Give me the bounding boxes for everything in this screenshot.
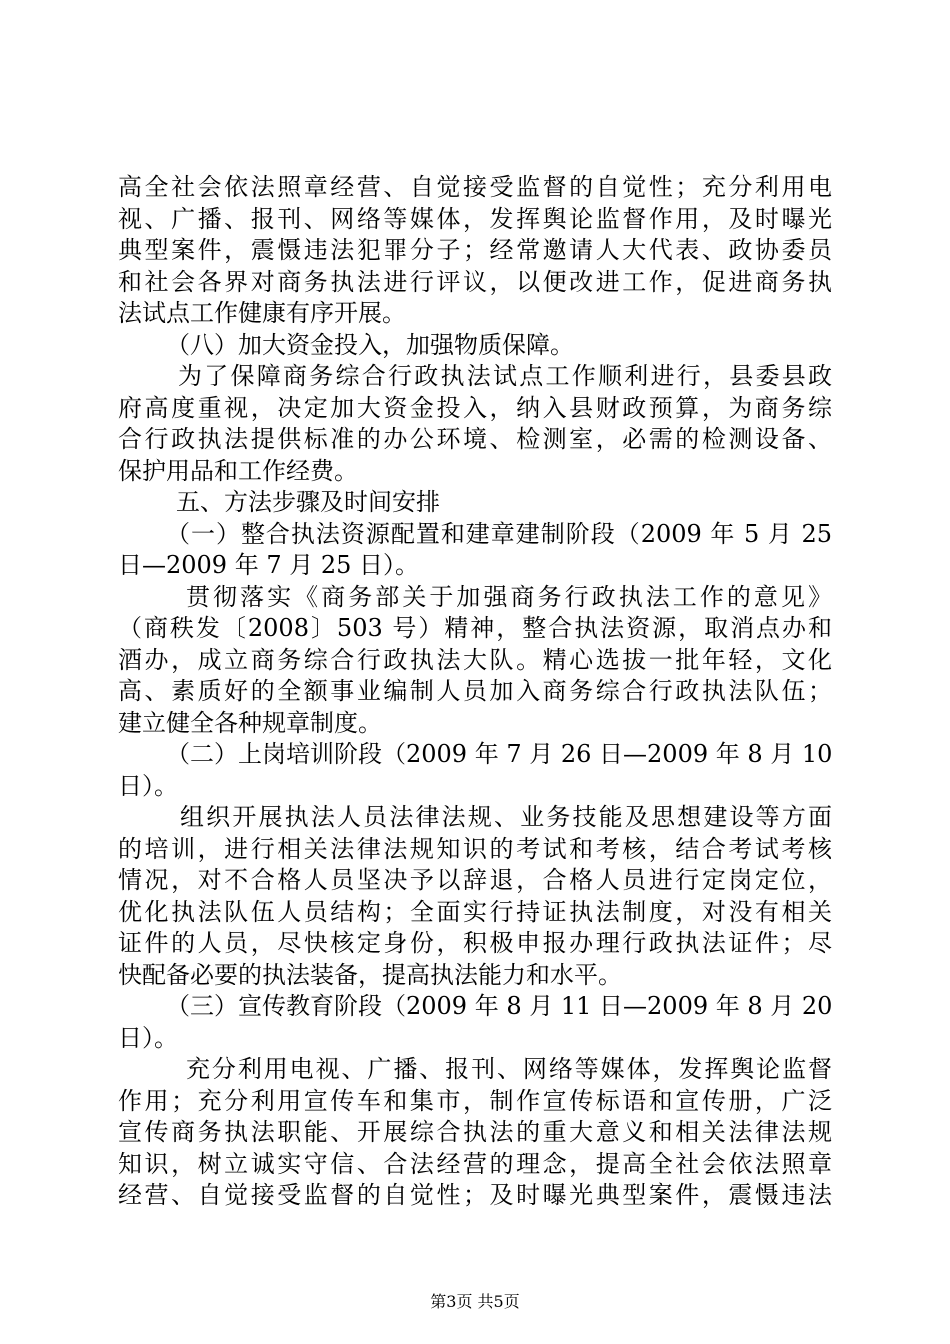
text-line: 视、广播、报刊、网络等媒体，发挥舆论监督作用，及时曝光 <box>118 204 832 233</box>
text-line: 日）。 <box>118 1023 178 1052</box>
text-line: 府高度重视，决定加大资金投入，纳入县财政预算，为商务综 <box>118 393 832 422</box>
text-line: 保护用品和工作经费。 <box>118 456 358 485</box>
text-line: 典型案件，震慑违法犯罪分子；经常邀请人大代表、政协委员 <box>118 236 832 264</box>
text-line: （三）宣传教育阶段（2009 年 8 月 11 日—2009 年 8 月 20 <box>166 992 833 1020</box>
text-line: 快配备必要的执法装备，提高执法能力和水平。 <box>118 960 622 989</box>
text-line: 组织开展执法人员法律法规、业务技能及思想建设等方面 <box>180 803 832 831</box>
text-line: 五、方法步骤及时间安排 <box>176 488 440 516</box>
text-line: 为了保障商务综合行政执法试点工作顺利进行，县委县政 <box>178 362 832 390</box>
text-line: 优化执法队伍人员结构；全面实行持证执法制度，对没有相关 <box>118 897 832 926</box>
text-line: 宣传商务执法职能、开展综合执法的重大意义和相关法律法规 <box>118 1118 832 1146</box>
text-line: 高全社会依法照章经营、自觉接受监督的自觉性；充分利用电 <box>118 173 832 201</box>
text-line: （商秩发〔2008〕503 号）精神，整合执法资源，取消点办和 <box>118 614 832 642</box>
text-line: 证件的人员，尽快核定身份，积极申报办理行政执法证件；尽 <box>118 929 832 957</box>
text-line: 和社会各界对商务执法进行评议，以便改进工作，促进商务执 <box>118 267 832 296</box>
text-line: 贯彻落实《商务部关于加强商务行政执法工作的意见》 <box>186 582 832 611</box>
text-line: 情况，对不合格人员坚决予以辞退，合格人员进行定岗定位， <box>118 866 832 894</box>
document-body <box>118 172 832 1212</box>
text-line: 充分利用电视、广播、报刊、网络等媒体，发挥舆论监督 <box>186 1055 832 1083</box>
page-footer: 第3页 共5页 <box>430 1292 520 1311</box>
text-line: （一）整合执法资源配置和建章建制阶段（2009 年 5 月 25 <box>166 519 832 548</box>
text-line: 知识，树立诚实守信、合法经营的理念，提高全社会依法照章 <box>118 1149 832 1178</box>
text-line: 日—2009 年 7 月 25 日）。 <box>118 551 420 579</box>
text-line: 的培训，进行相关法律法规知识的考试和考核，结合考试考核 <box>118 834 832 863</box>
text-line: 建立健全各种规章制度。 <box>118 708 382 737</box>
text-line: 作用；充分利用宣传车和集市，制作宣传标语和宣传册，广泛 <box>118 1086 832 1115</box>
text-line: 日）。 <box>118 771 178 800</box>
text-line: 经营、自觉接受监督的自觉性；及时曝光典型案件，震慑违法 <box>118 1181 832 1209</box>
text-line: （二）上岗培训阶段（2009 年 7 月 26 日—2009 年 8 月 10 <box>166 740 833 768</box>
text-line: 法试点工作健康有序开展。 <box>118 299 406 327</box>
text-line: 酒办，成立商务综合行政执法大队。精心选拔一批年轻，文化 <box>118 645 832 674</box>
text-line: 高、素质好的全额事业编制人员加入商务综合行政执法队伍； <box>118 677 832 705</box>
text-line: （八）加大资金投入，加强物质保障。 <box>166 330 574 359</box>
text-line: 合行政执法提供标准的办公环境、检测室，必需的检测设备、 <box>118 425 832 453</box>
